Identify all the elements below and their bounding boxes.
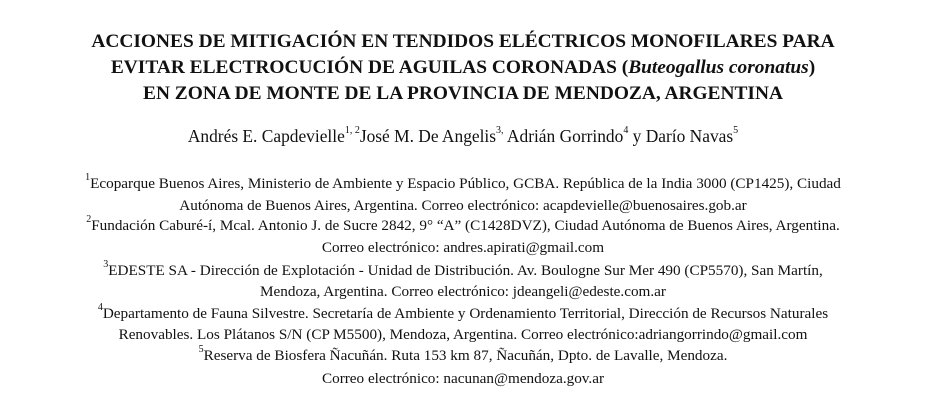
author-affiliation-sup: 1, 2 — [344, 125, 360, 137]
title-line-3-text: EN ZONA DE MONTE DE LA PROVINCIA DE MENDOZA, ARGENTINA — [143, 83, 783, 104]
author-name: Adrián Gorrindo — [503, 126, 624, 146]
affiliation-4-line-1 — [0, 303, 926, 324]
affiliation-2-line-2 — [0, 237, 926, 258]
affiliation-text: Fundación Caburé-í, Mcal. Antonio J. de Sucre 2842, 9° “A” (C1428DVZ), Ciudad Autónoma de Buenos Aires, Argentina. — [91, 217, 840, 234]
affiliation-5-line-1 — [0, 345, 926, 366]
title-line-2-text-b: ) — [808, 57, 816, 78]
paper-title-line-2 — [0, 55, 926, 81]
affiliation-text: Autónoma de Buenos Aires, Argentina. Correo electrónico: acapdevielle@buenosaires.gob.ar — [179, 197, 747, 214]
affiliation-text: Departamento de Fauna Silvestre. Secretaría de Ambiente y Ordenamiento Territorial, Dirección de Recursos Naturales — [102, 305, 829, 322]
author-affiliation-sup: 4 — [623, 125, 629, 137]
affiliation-number: 2 — [86, 213, 92, 225]
author-affiliation-sup: 5 — [733, 125, 739, 137]
affiliation-text: Ecoparque Buenos Aires, Ministerio de Ambiente y Espacio Público, GCBA. República de la India 3000 (CP1425), Ciudad — [90, 175, 841, 192]
affiliation-2-line-1 — [0, 215, 926, 236]
affiliation-text: Renovables. Los Plátanos S/N (CP M5500), Mendoza, Argentina. Correo electrónico:adriangorrindo@gmail.com — [118, 326, 808, 343]
affiliation-4-line-2 — [0, 324, 926, 345]
author-name: Andrés E. Capdevielle — [187, 126, 345, 146]
author-name: y Darío Navas — [628, 126, 734, 146]
author-affiliation-sup: 3, — [496, 125, 504, 137]
author-name: José M. De Angelis — [359, 126, 497, 146]
affiliation-number: 3 — [103, 258, 109, 270]
title-line-2-text-a: EVITAR ELECTROCUCIÓN DE AGUILAS CORONADAS ( — [110, 57, 629, 78]
affiliation-text: Correo electrónico: andres.apirati@gmail.com — [321, 239, 605, 256]
affiliation-number: 4 — [97, 301, 103, 313]
affiliation-text: Reserva de Biosfera Ñacuñán. Ruta 153 km 87, Ñacuñán, Dpto. de Lavalle, Mendoza. — [203, 347, 728, 364]
paper-title-line-3 — [0, 81, 926, 107]
affiliation-text: Mendoza, Argentina. Correo electrónico: jdeangeli@edeste.com.ar — [260, 283, 666, 300]
affiliation-text: Correo electrónico: nacunan@mendoza.gov.ar — [321, 370, 605, 387]
affiliation-5-line-2 — [0, 368, 926, 389]
species-name: Buteogallus coronatus — [628, 57, 809, 78]
affiliation-text: EDESTE SA - Dirección de Explotación - Unidad de Distribución. Av. Boulogne Sur Mer 490 (CP5570), San Martín, — [108, 262, 823, 279]
affiliation-1-line-2 — [0, 195, 926, 216]
affiliation-number: 5 — [198, 343, 204, 355]
author-list — [0, 124, 926, 148]
affiliation-3-line-1 — [0, 260, 926, 281]
title-line-1-text: ACCIONES DE MITIGACIÓN EN TENDIDOS ELÉCTRICOS MONOFILARES PARA — [91, 31, 835, 52]
affiliation-1-line-1 — [0, 173, 926, 194]
paper-title-line-1 — [0, 29, 926, 55]
affiliation-3-line-2 — [0, 281, 926, 302]
affiliation-number: 1 — [85, 171, 91, 183]
